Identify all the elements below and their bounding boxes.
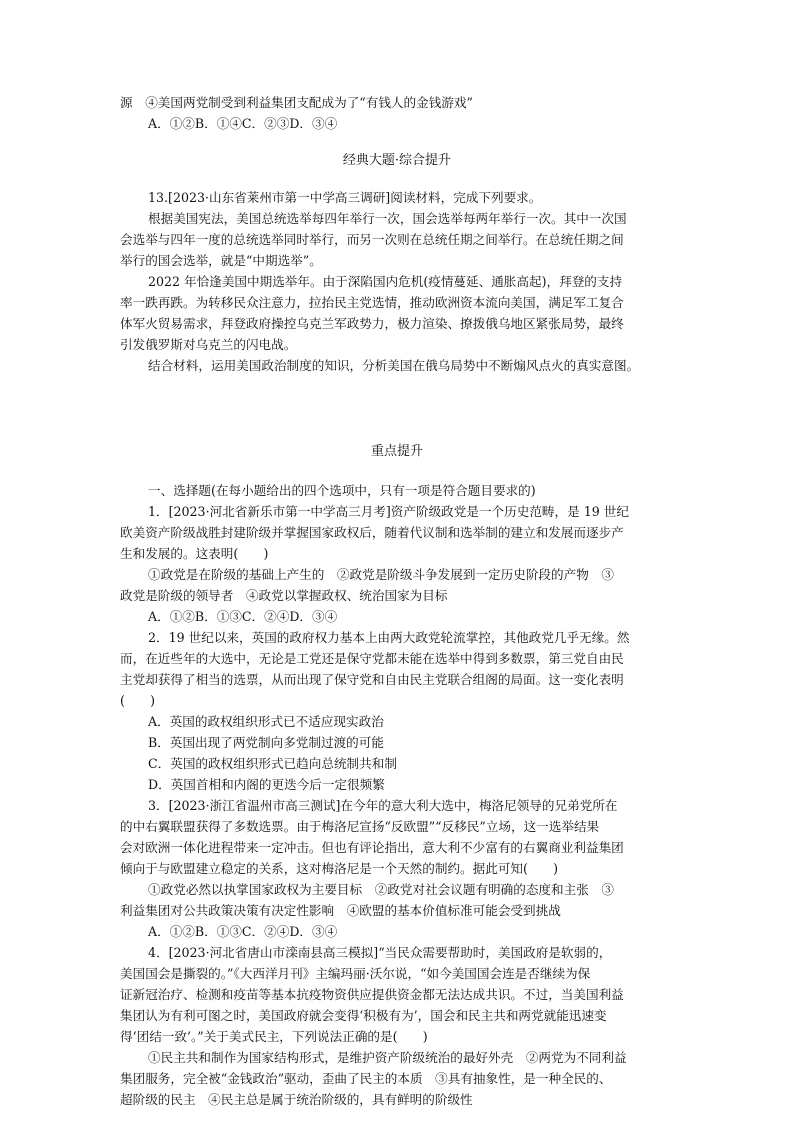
question-3-stem: 3．[2023·浙江省温州市高三测试]在今年的意大利大选中，梅洛尼领导的兄弟党所在 xyxy=(148,798,618,813)
question-2-option-d: D．英国首相和内阁的更迭今后一定很频繁 xyxy=(148,777,385,792)
question-1-statements: 政党是阶级的领导者 ④政党以掌握政权、统治国家为目标 xyxy=(120,588,448,603)
material-text: 2022 年恰逢美国中期选举年。由于深陷国内危机(疫情蔓延、通胀高起)，拜登的支持 xyxy=(148,274,623,289)
material-text: 根据美国宪法，美国总统选举每四年举行一次，国会选举每两年举行一次。其中一次国 xyxy=(148,211,627,226)
material-text: 举行的国会选举，就是“中期选举”。 xyxy=(120,253,322,268)
section-instructions: 一、选择题(在每小题给出的四个选项中，只有一项是符合题目要求的) xyxy=(148,483,536,498)
question-13-stem: 13.[2023·山东省莱州市第一中学高三调研]阅读材料，完成下列要求。 xyxy=(148,190,542,205)
answer-choices: A．①②B．①④C．②③D．③④ xyxy=(148,116,338,131)
question-3-stem: 的中右翼联盟获得了多数选票。由于梅洛尼宣扬“反欧盟”“反移民”立场，这一选举结果 xyxy=(120,819,600,834)
question-1-choices: A．①②B．①③C．②④D．③④ xyxy=(148,609,338,624)
material-text: 会选举与四年一度的总统选举同时举行，而另一次则在总统任期之间举行。在总统任期之间 xyxy=(120,232,624,247)
question-2-stem: 2．19 世纪以来，英国的政府权力基本上由两大政党轮流掌控，其他政党几乎无缘。然 xyxy=(148,630,630,645)
question-3-statements: 利益集团对公共政策决策有决定性影响 ④欧盟的基本价值标准可能会受到挑战 xyxy=(120,903,561,918)
question-4-stem: 美国国会是撕裂的。”《大西洋月刊》主编玛丽·沃尔说，“如今美国国会连是否继续为保 xyxy=(120,966,591,981)
option-line: 源 ④美国两党制受到利益集团支配成为了“有钱人的金钱游戏” xyxy=(120,95,473,110)
question-4-statements: 集团服务，完全被“金钱政治”驱动，歪曲了民主的本质 ③具有抽象性，是一种全民的、 xyxy=(120,1071,612,1086)
question-4-stem: 得‘团结一致’。”关于美式民主，下列说法正确的是( ) xyxy=(120,1029,428,1044)
question-3-stem: 会对欧洲一体化进程带来一定冲击。但也有评论指出，意大利不少富有的右翼商业利益集团 xyxy=(120,840,624,855)
section-heading: 经典大题·综合提升 xyxy=(342,153,452,168)
question-3-choices: A．①②B．①③C．②④D．③④ xyxy=(148,924,338,939)
question-2-stem: 而，在近些年的大选中，无论是工党还是保守党都未能在选举中得到多数票，第三党自由民 xyxy=(120,651,624,666)
question-4-stem: 4．[2023·河北省唐山市滦南县高三模拟]“当民众需要帮助时，美国政府是软弱的， xyxy=(148,945,612,960)
question-4-statements: ①民主共和制作为国家结构形式，是维护资产阶级统治的最好外壳 ②两党为不同利益 xyxy=(148,1050,627,1065)
question-4-stem: 集团认为有利可图之时，美国政府就会变得‘积极有为’，国会和民主共和两党就能迅速变 xyxy=(120,1008,607,1023)
question-3-statements: ①政党必然以执掌国家政权为主要目标 ②政党对社会议题有明确的态度和主张 ③ xyxy=(148,882,614,897)
question-4-stem: 证新冠治疗、检测和疫苗等基本抗疫物资供应提供资金都无法达成共识。不过，当美国利益 xyxy=(120,987,624,1002)
question-2-stem: 主党却获得了相当的选票，从而出现了保守党和自由民主党联合组阁的局面。这一变化表明 xyxy=(120,672,624,687)
question-2-stem: ( ) xyxy=(120,693,156,708)
question-1-stem: 欧美资产阶级战胜封建阶级并掌握国家政权后，随着代议制和选举制的建立和发展而逐步产 xyxy=(120,525,624,540)
section-heading: 重点提升 xyxy=(370,444,423,459)
question-1-stem: 1．[2023·河北省新乐市第一中学高三月考]资产阶级政党是一个历史范畴，是 19 世纪 xyxy=(148,504,629,519)
question-requirement: 结合材料，运用美国政治制度的知识，分析美国在俄乌局势中不断煽风点火的真实意图。 xyxy=(148,358,640,373)
question-1-statements: ①政党是在阶级的基础上产生的 ②政党是阶级斗争发展到一定历史阶段的产物 ③ xyxy=(148,567,614,582)
question-2-option-a: A．英国的政权组织形式已不适应现实政治 xyxy=(148,714,384,729)
question-2-option-b: B．英国出现了两党制向多党制过渡的可能 xyxy=(148,735,384,750)
question-3-stem: 倾向于与欧盟建立稳定的关系，这对梅洛尼是一个天然的制约。据此可知( ) xyxy=(120,861,559,876)
material-text: 引发俄罗斯对乌克兰的闪电战。 xyxy=(120,337,297,352)
question-4-statements: 超阶级的民主 ④民主总是属于统治阶级的，具有鲜明的阶级性 xyxy=(120,1092,473,1107)
question-2-option-c: C．英国的政权组织形式已趋向总统制共和制 xyxy=(148,756,397,771)
material-text: 率一跌再跌。为转移民众注意力，拉抬民主党选情，推动欧洲资本流向美国，满足军工复合 xyxy=(120,295,624,310)
material-text: 体军火贸易需求，拜登政府操控乌克兰军政势力，极力渲染、撩拨俄乌地区紧张局势，最终 xyxy=(120,316,624,331)
question-1-stem: 生和发展的。这表明( ) xyxy=(120,546,269,561)
